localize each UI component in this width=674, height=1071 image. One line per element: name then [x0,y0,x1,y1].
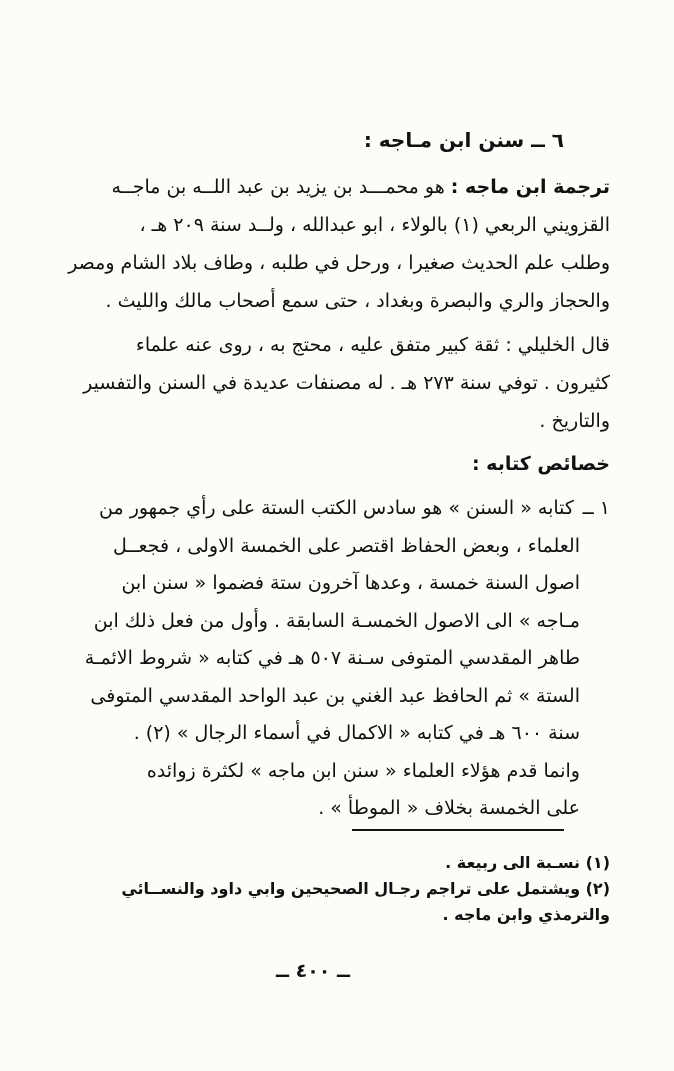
features-line-1 [62,490,610,528]
features-paragraph [62,490,610,828]
footnotes [62,850,610,928]
features-line-7: سنة ٦٠٠ هـ في كتابه « الاكمال في أسماء الرجال » (٢) . [133,722,580,744]
khalili-paragraph [62,326,610,440]
features-line-4: مـاجه » الى الاصول الخمسـة السابقة . وأول من فعل ذلك ابن [93,609,580,632]
features-line-1-text: كتابه « السنن » هو سادس الكتب الستة على رأي جمهور من [99,497,574,519]
features-closing-line-2: على الخمسة بخلاف « الموطأ » . [318,797,580,819]
features-closing-line-1: وانما قدم هؤلاء العلماء « سنن ابن ماجه » لكثرة زوائده [146,759,580,782]
features-line-5: طاهر المقدسي المتوفى سـنة ٥٠٧ هـ في كتابه « شروط الائمـة [84,647,580,669]
khalili-line-1: قال الخليلي : ثقة كبير متفق عليه ، محتج به ، روى عنه علماء [135,334,610,356]
item-number: ١ ــ [582,497,610,519]
features-heading: خصائص كتابه : [471,453,610,475]
biography-line-1 [62,168,610,206]
section-heading: ٦ ــ سنن ابن مـاجه : [363,128,564,152]
khalili-line-3: والتاريخ . [539,410,610,432]
biography-line-1-text: هو محمـــد بن يزيد بن عبد اللــه بن ماجــه [111,176,445,198]
page-number: ــ ٤٠٠ ــ [276,960,351,982]
features-line-6: الستة » ثم الحافظ عبد الغني بن عبد الواحد المقدسي المتوفى [90,684,580,707]
biography-paragraph [62,168,610,320]
footnote-2-continued: والترمذي وابن ماجه . [442,905,610,924]
footnote-1: (١) نسـبة الى ربيعة . [445,853,610,872]
biography-lead: ترجمة ابن ماجه : [450,176,610,198]
biography-line-2: القزويني الربعي (١) بالولاء ، ابو عبدالله ، ولــد سنة ٢٠٩ هـ ، [139,214,610,236]
features-line-2: العلماء ، وبعض الحفاظ اقتصر على الخمسة الاولى ، فجعــل [113,534,580,557]
footnote-2: (٢) ويشتمل على تراجم رجـال الصحيحين وابي داود والنســائي [121,879,610,898]
features-line-3: اصول السنة خمسة ، وعدها آخرون ستة فضموا « سنن ابن [121,572,580,594]
khalili-line-2: كثيرون . توفي سنة ٢٧٣ هـ . له مصنفات عديدة في السنن والتفسير [83,372,610,394]
biography-line-4: والحجاز والري والبصرة وبغداد ، حتى سمع أصحاب مالك والليث . [105,290,610,312]
footnote-divider [352,829,564,831]
biography-line-3: وطلب علم الحديث صغيرا ، ورحل في طلبه ، وطاف بلاد الشام ومصر [68,252,610,274]
